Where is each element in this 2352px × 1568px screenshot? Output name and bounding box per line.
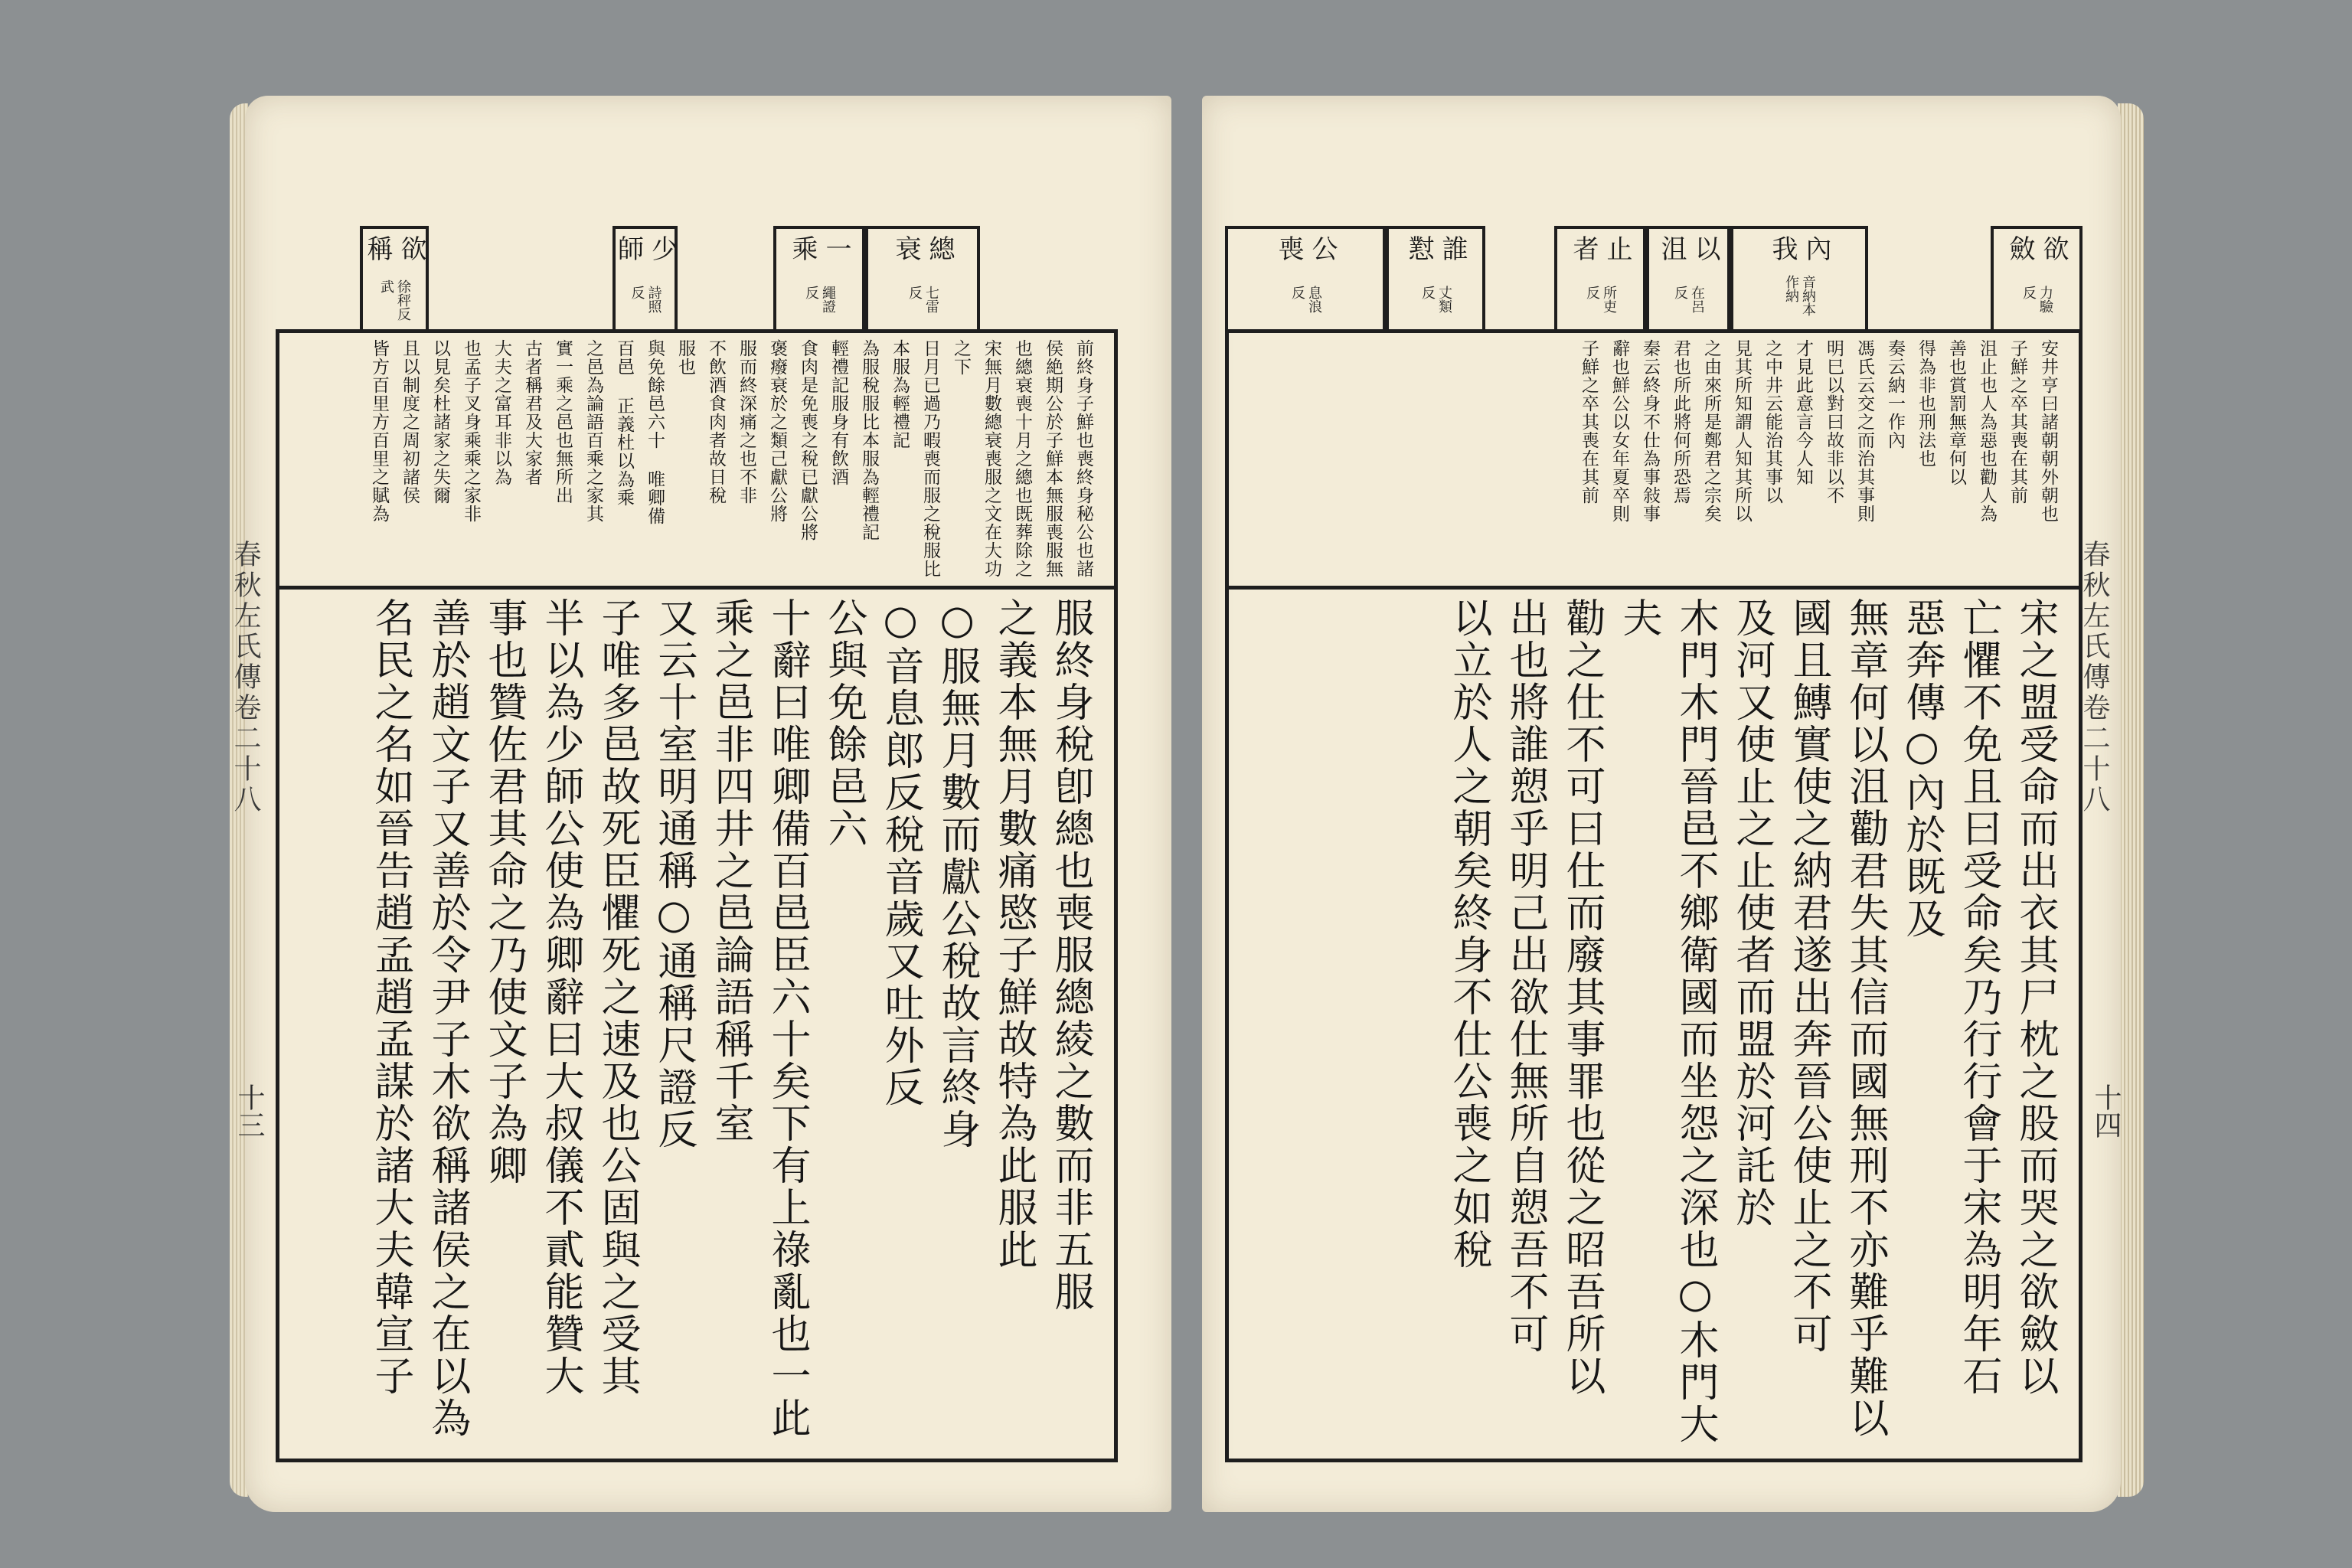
open-book [230,80,2144,1520]
headnote-reading: 丈類反 [1419,286,1452,314]
commentary-column: 食肉是免喪之稅已獻公將 [798,339,818,541]
left-margin-title: 春秋左氏傳卷二十八 [230,540,261,815]
commentary-column: 輕禮記服身有飲酒 [828,339,848,486]
headnote-box-5 [1225,226,1386,333]
commentary-column: 君也所此將何所恐焉 [1671,339,1690,505]
main-text-column: 名民之名如晉告趙孟趙孟謀於諸大夫韓宣子 [368,597,413,1397]
commentary-column: 實一乘之邑也無所出 [553,339,573,505]
commentary-column: 且以制度之周初諸侯 [400,339,420,505]
main-text-column: 乘之邑非四井之邑論語稱千室 [707,597,753,1145]
main-text-column: 子唯多邑故死臣懼死之速及也公固與之受其 [594,597,640,1397]
headnote-box-8 [1646,226,1730,333]
commentary-column: 大夫之富耳非以為 [492,339,511,486]
main-text-column: 十辭曰唯卿備百邑臣六十矣下有上祿亂也一此 [764,597,810,1439]
commentary-column: 古者稱君及大家者 [522,339,542,486]
main-text-column: ○服無月數而獻公稅故言終身 [934,597,980,1151]
commentary-column: 得為非也刑法也 [1916,339,1936,468]
main-text-column: 勸之仕不可曰仕而廢其事罪也從之昭吾所以 [1559,597,1605,1397]
commentary-column: 也孟子叉身乘乘之家非 [461,339,481,523]
headnote-main: 少師 [612,235,678,263]
headnote-main: 欲斂 [2004,235,2069,263]
headnote-box-3 [773,226,865,333]
commentary-column: 與免餘邑六十 唯卿備 [645,339,665,525]
commentary-column: 明巳以對曰故非以不 [1824,339,1844,505]
headnote-box-4 [865,226,980,333]
commentary-column: 之中井云能治其事以 [1762,339,1782,505]
main-text-column: 國且鱄實使之納君遂出奔晉公使止之不可 [1785,597,1831,1355]
commentary-column: 沮止也人為惡也勸人為 [1977,339,1997,523]
commentary-column: 秦云終身不仕為事敍事 [1640,339,1660,523]
commentary-column: 也總衰喪十月之總也既葬除之宋無月數總衰喪服之文在大功之下 [951,339,1032,578]
headnote-reading: 在呂反 [1672,286,1705,314]
main-text-column: 服終身稅卽總也喪服總綾之數而非五服 [1047,597,1093,1313]
left-folio: 十三 [234,1083,265,1138]
headnote-reading: 所吏反 [1584,286,1617,314]
headnote-reading: 七雷反 [906,286,939,314]
main-text-column: ○音息郎反稅音歲又吐外反 [877,597,923,1109]
right-upper-commentary [1244,339,2063,580]
headnote-reading: 詩照反 [629,286,662,314]
main-text-column: 出也將誰愬乎明己出欲仕無所自愬吾不可 [1502,597,1548,1355]
main-text-column: 善於趙文子又善於令尹子木欲稱諸侯之在以為 [424,597,470,1439]
main-text-column: 惡奔傳○內於既及 [1899,597,1945,940]
headnote-box-6 [1386,226,1485,333]
commentary-column: 善也賞罰無章何以 [1946,339,1966,486]
headnote-reading: 息浪反 [1289,286,1322,314]
commentary-column: 子鮮之卒其喪在其前 [1579,339,1599,505]
headnote-main: 誰懟 [1403,235,1468,263]
main-text-column: 亡懼不免且曰受命矣乃行行會于宋為明年石 [1955,597,2001,1397]
headnote-reading: 徐秤反武 [378,279,411,321]
commentary-column: 奏云納一作內 [1885,339,1905,449]
headnote-reading: 音納本作納 [1783,274,1816,316]
headnote-main: 欲稱 [362,235,426,263]
right-margin-title: 春秋左氏傳卷二十八 [2079,540,2110,815]
commentary-column: 馮氏云交之而治其事則 [1854,339,1874,523]
headnote-main: 內我 [1767,235,1831,263]
right-text-frame [1225,329,2082,1462]
main-text-column: 又云十室明通稱○通稱尺證反 [651,597,697,1151]
right-folio: 十四 [2090,1083,2122,1138]
headnote-main: 公喪 [1273,235,1338,263]
left-text-frame [276,329,1118,1462]
headnote-box-2 [612,226,678,333]
main-text-column: 及河又使止之止使者而盟於河託於 [1729,597,1775,1229]
frame-divider [279,586,1114,590]
main-text-column: 事也贊佐君其命之乃使文子為卿 [481,597,527,1187]
headnote-main: 總衰 [890,235,955,263]
right-main-text [1244,597,2063,1447]
left-main-text [295,597,1099,1447]
commentary-column: 服也 [675,339,695,376]
commentary-column: 為服稅服比本服為輕禮記 [859,339,879,541]
headnote-box-9 [1730,226,1868,333]
commentary-column: 見其所知謂人知其所以 [1732,339,1752,523]
commentary-column: 以見矣杜諸家之失爾 [430,339,450,505]
commentary-column: 辭也鮮公以女年夏卒則 [1609,339,1629,523]
commentary-column: 百邑 正義杜以為乘 [614,339,634,507]
commentary-column: 不飲酒食肉者故日稅 [706,339,726,505]
commentary-column: 前終身子鮮也喪終身秘公也諸侯絶期公於子鮮本無服喪服無 [1043,339,1093,578]
right-page-edges [2118,103,2144,1497]
headnote-box-10 [1991,226,2082,333]
headnote-main: 止者 [1568,235,1632,263]
main-text-column: 以立於人之朝矣終身不仕公喪之如稅 [1446,597,1491,1271]
frame-divider [1229,586,2079,590]
commentary-column: 褒癈衰於之類己獻公將 [767,339,787,523]
headnote-reading: 力驗反 [2020,286,2053,314]
commentary-column: 之邑為論語百乘之家其 [583,339,603,523]
main-text-column: 之義本無月數痛愍子鮮故特為此服此 [991,597,1037,1271]
commentary-column: 才見此意言今人知 [1793,339,1813,486]
headnote-reading: 繩證反 [803,286,836,314]
main-text-column: 半以為少師公使為卿辭曰大叔儀不貳能贊大 [537,597,583,1397]
headnote-main: 一乘 [787,235,851,263]
left-upper-commentary [295,339,1099,580]
commentary-column: 安井亨曰諸朝朝外朝也 [2038,339,2058,523]
main-text-column: 無章何以沮勸君失其信而國無刑不亦難乎難以 [1842,597,1888,1439]
headnote-box-1 [360,226,429,333]
commentary-column: 服而終深痛之也不非 [737,339,756,505]
main-text-column: 宋之盟受命而出衣其尸枕之股而哭之欲斂以 [2012,597,2058,1397]
main-text-column: 公與免餘邑六 [821,597,867,850]
main-text-column: 木門木門晉邑不鄉衛國而坐怨之深也○木門大夫 [1615,597,1718,1446]
commentary-column: 日月已過乃暇喪而服之稅服比本服為輕禮記 [890,339,940,578]
commentary-column: 之由來所是鄭君之宗矣 [1701,339,1721,523]
commentary-column: 子鮮之卒其喪在其前 [2007,339,2027,505]
commentary-column: 皆方百里方百里之賦為 [369,339,389,523]
headnote-box-7 [1554,226,1646,333]
headnote-main: 以沮 [1656,235,1720,263]
